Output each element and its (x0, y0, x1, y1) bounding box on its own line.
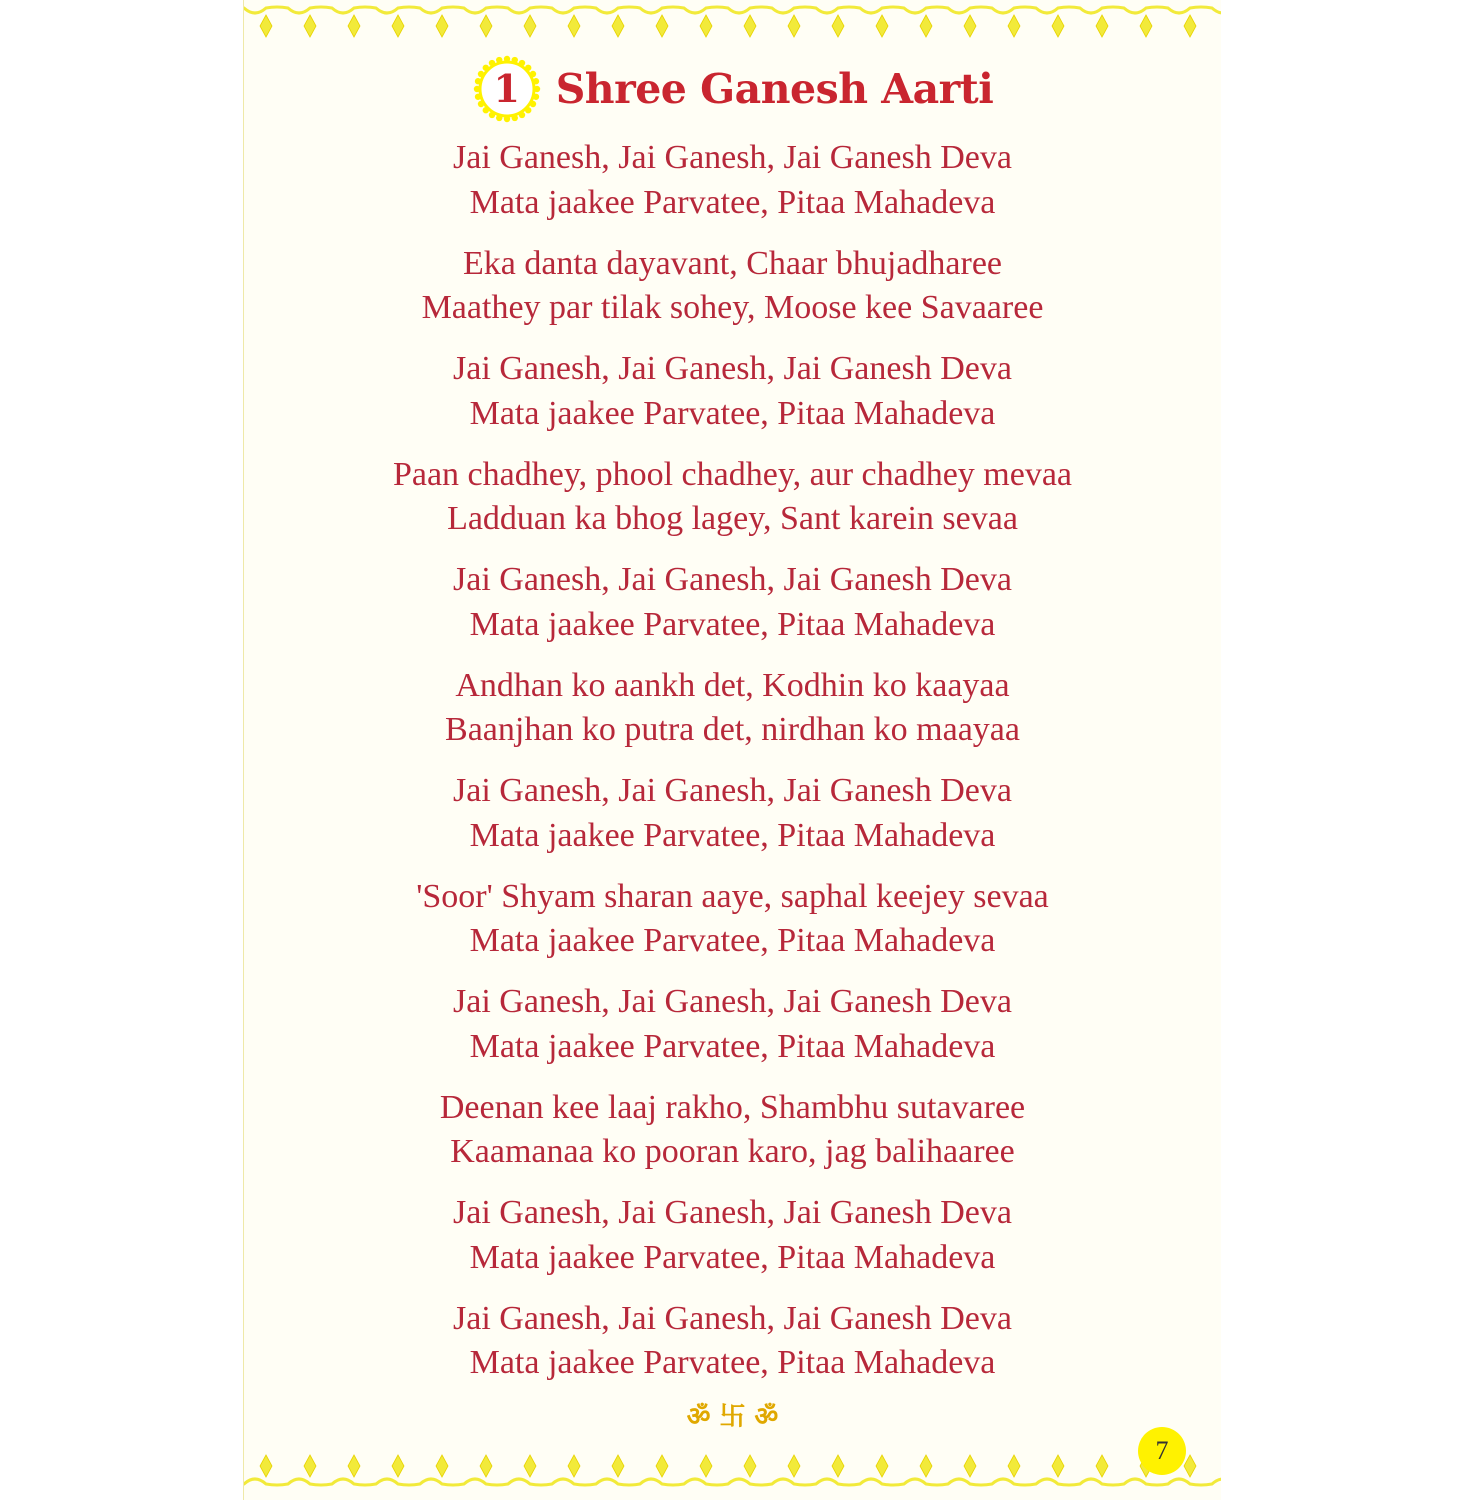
stanza (244, 558, 1221, 647)
verse-line: Mata jaakee Parvatee, Pitaa Mahadeva (469, 183, 996, 221)
ornament-diamond (1052, 15, 1064, 37)
ornament-diamond (480, 1455, 492, 1477)
verse-line: Jai Ganesh, Jai Ganesh, Jai Ganesh Deva (453, 772, 1012, 809)
ornament-diamond (392, 15, 404, 37)
ornament-diamond (1096, 15, 1108, 37)
ornament-diamond (744, 15, 756, 37)
stanza (244, 453, 1221, 542)
verse-line: Mata jaakee Parvatee, Pitaa Mahadeva (469, 605, 996, 643)
ornament-diamond (612, 15, 624, 37)
stanza (244, 664, 1221, 753)
ornament-diamond (700, 1455, 712, 1477)
ornament-diamond (304, 15, 316, 37)
ornament-diamond (348, 1455, 360, 1477)
ornament-diamond (436, 1455, 448, 1477)
ornament-diamond (524, 1455, 536, 1477)
verse-line: Ladduan ka bhog lagey, Sant karein sevaa (447, 500, 1018, 537)
aarti-verses (244, 136, 1221, 1402)
stanza (244, 136, 1221, 225)
top-ornament-border (244, 0, 1221, 44)
verse-line: Mata jaakee Parvatee, Pitaa Mahadeva (469, 1344, 996, 1381)
stanza (244, 1086, 1221, 1175)
aarti-title: Shree Ganesh Aarti (555, 65, 994, 113)
ornament-diamond (260, 1455, 272, 1477)
ornament-diamond (1008, 1455, 1020, 1477)
ornament-diamond (260, 15, 272, 37)
ornament-diamond (788, 1455, 800, 1477)
bottom-ornament-border (244, 1448, 1221, 1492)
verse-line: Jai Ganesh, Jai Ganesh, Jai Ganesh Deva (453, 983, 1012, 1020)
verse-line: Jai Ganesh, Jai Ganesh, Jai Ganesh Deva (453, 1194, 1012, 1231)
stanza (244, 1297, 1221, 1386)
stanza (244, 980, 1221, 1069)
ornament-diamond (964, 1455, 976, 1477)
ornament-diamond (524, 15, 536, 37)
stanza (244, 769, 1221, 858)
verse-line: Mata jaakee Parvatee, Pitaa Mahadeva (469, 1238, 996, 1276)
om-swastika-symbols: ॐ 卐 ॐ (686, 1402, 779, 1432)
stanza (244, 347, 1221, 436)
verse-line: Andhan ko aankh det, Kodhin ko kaayaa (455, 666, 1010, 704)
ornament-diamond (1184, 15, 1196, 37)
verse-line: Eka danta dayavant, Chaar bhujadharee (462, 244, 1003, 282)
verse-line: Paan chadhey, phool chadhey, aur chadhey mevaa (392, 455, 1073, 493)
verse-line: Jai Ganesh, Jai Ganesh, Jai Ganesh Deva (453, 350, 1012, 387)
verse-line: Jai Ganesh, Jai Ganesh, Jai Ganesh Deva (453, 1299, 1012, 1337)
stanza (244, 875, 1221, 964)
ornament-diamond (1184, 1455, 1196, 1477)
verse-line: Jai Ganesh, Jai Ganesh, Jai Ganesh Deva (453, 561, 1012, 598)
ornament-diamond (876, 15, 888, 37)
book-page (243, 0, 1221, 1500)
ornament-diamond (1052, 1455, 1064, 1477)
verse-line: Baanjhan ko putra det, nirdhan ko maayaa (445, 711, 1020, 748)
ornament-wave (244, 7, 1221, 13)
verse-line: Jai Ganesh, Jai Ganesh, Jai Ganesh Deva (453, 139, 1012, 176)
ornament-diamond (480, 15, 492, 37)
verse-line: Mata jaakee Parvatee, Pitaa Mahadeva (469, 816, 996, 854)
ornament-diamond (392, 1455, 404, 1477)
verse-line: Mata jaakee Parvatee, Pitaa Mahadeva (469, 922, 996, 959)
ornament-wave (244, 1479, 1221, 1485)
ornament-diamond (700, 15, 712, 37)
stanza (244, 1191, 1221, 1280)
aarti-heading (244, 54, 1221, 124)
verse-line: 'Soor' Shyam sharan aaye, saphal keejey sevaa (416, 877, 1049, 915)
ornament-diamond (304, 1455, 316, 1477)
ornament-diamond (788, 15, 800, 37)
ornament-diamond (436, 15, 448, 37)
ornament-diamond (568, 1455, 580, 1477)
ornament-diamond (744, 1455, 756, 1477)
ornament-diamond (964, 15, 976, 37)
ornament-diamond (656, 1455, 668, 1477)
ornament-diamond (920, 1455, 932, 1477)
number-sun-badge (472, 54, 542, 124)
verse-line: Mata jaakee Parvatee, Pitaa Mahadeva (469, 394, 996, 432)
ornament-diamond (832, 15, 844, 37)
verse-line: Deenan kee laaj rakho, Shambhu sutavaree (439, 1088, 1026, 1126)
ornament-diamond (348, 15, 360, 37)
ornament-diamond (1008, 15, 1020, 37)
verse-line: Kaamanaa ko pooran karo, jag balihaaree (450, 1133, 1015, 1170)
ornament-diamond (1140, 15, 1152, 37)
ornament-diamond (612, 1455, 624, 1477)
verse-line: Maathey par tilak sohey, Moose kee Savaaree (421, 289, 1044, 326)
verse-line: Mata jaakee Parvatee, Pitaa Mahadeva (469, 1027, 996, 1065)
ornament-diamond (920, 15, 932, 37)
ornament-diamond (876, 1455, 888, 1477)
stanza (244, 242, 1221, 331)
ornament-diamond (1096, 1455, 1108, 1477)
ornament-diamond (568, 15, 580, 37)
ornament-diamond (656, 15, 668, 37)
aarti-number: 1 (493, 66, 520, 111)
page-number-badge: 7 (1138, 1427, 1186, 1475)
ornament-diamond (832, 1455, 844, 1477)
